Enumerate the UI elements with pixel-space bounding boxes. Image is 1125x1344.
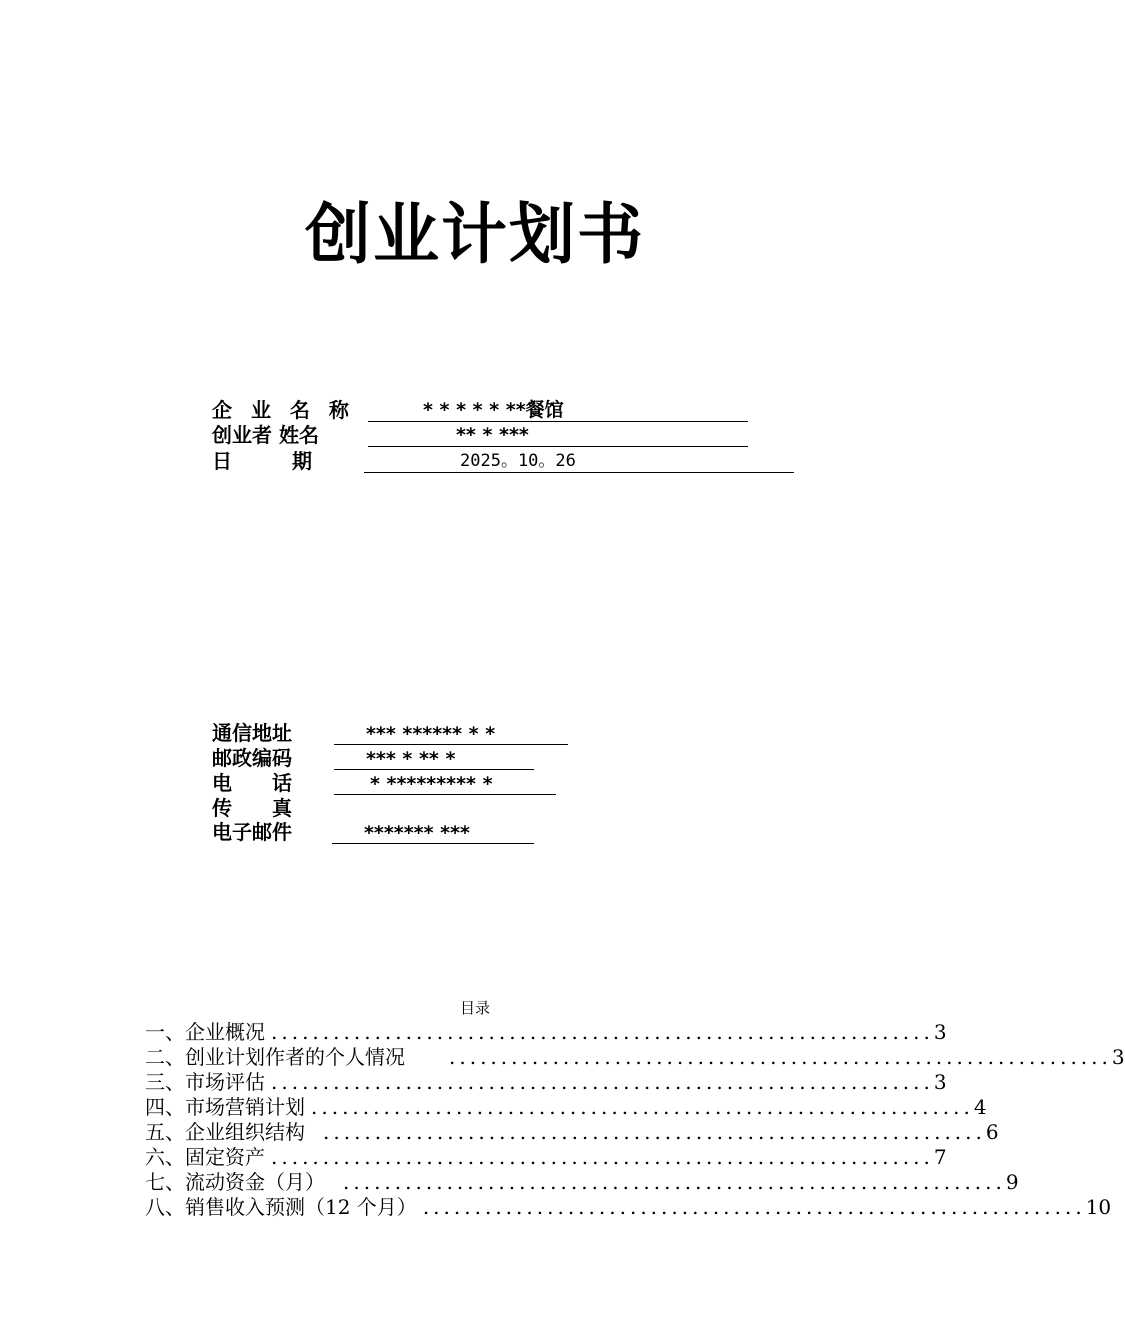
date-label: 日 期 [212, 449, 312, 473]
phone-label: 电 话 [212, 771, 292, 795]
toc-item-page: 3 [1111, 1045, 1125, 1069]
toc-item-label: 二、创业计划作者的个人情况 [145, 1045, 405, 1069]
email-row [212, 820, 612, 845]
toc-item[interactable] [145, 1095, 987, 1120]
toc-item[interactable] [145, 1120, 999, 1145]
toc-item[interactable] [145, 1020, 947, 1045]
phone-value: * ********* * [334, 771, 556, 795]
toc-leader: ................................................................ [422, 1195, 1086, 1219]
founder-name-label: 创业者 姓名 [212, 423, 319, 447]
email-value: ******* *** [332, 820, 534, 844]
date-value: 2025。10。26 [364, 449, 794, 473]
toc-item-label: 七、流动资金（月） [145, 1170, 325, 1194]
toc-item-label: 六、固定资产 [145, 1145, 265, 1169]
postcode-label: 邮政编码 [212, 746, 292, 770]
toc-leader: ................................................................ [343, 1170, 1006, 1194]
founder-name-row [212, 423, 812, 448]
toc-item[interactable] [145, 1070, 947, 1095]
postcode-row [212, 746, 612, 771]
toc-item-page: 7 [933, 1145, 947, 1169]
phone-row [212, 771, 612, 796]
toc-leader: ................................................................ [271, 1145, 934, 1169]
toc-item-page: 3 [933, 1070, 947, 1094]
toc-leader: ................................................................ [311, 1095, 974, 1119]
fax-row [212, 796, 612, 821]
toc-item-page: 6 [985, 1120, 999, 1144]
toc-item-page: 3 [933, 1020, 947, 1044]
toc-item-page: 10 [1085, 1195, 1112, 1219]
toc-item-label: 五、企业组织结构 [145, 1120, 305, 1144]
toc-item-label: 八、销售收入预测（12 个月） [145, 1195, 417, 1219]
postcode-value: *** * ** * [334, 746, 534, 770]
toc-item-label: 三、市场评估 [145, 1070, 265, 1094]
toc-leader: ................................................................ [271, 1070, 934, 1094]
toc-item[interactable] [145, 1145, 947, 1170]
address-label: 通信地址 [212, 721, 292, 745]
fax-label: 传 真 [212, 796, 292, 820]
toc-item-label: 一、企业概况 [145, 1020, 265, 1044]
company-name-label: 企 业 名 称 [212, 398, 355, 422]
founder-name-value: ** * *** [368, 423, 748, 447]
toc-leader: ................................................................ [323, 1120, 986, 1144]
company-name-value: * * * * * **餐馆 [368, 398, 748, 422]
email-label: 电子邮件 [212, 820, 292, 844]
date-row [212, 449, 812, 474]
page-title: 创业计划书 [305, 196, 645, 273]
toc-item-label: 四、市场营销计划 [145, 1095, 305, 1119]
toc-item-page: 4 [973, 1095, 987, 1119]
toc-heading: 目录 [459, 999, 490, 1017]
address-value: *** ****** * * [334, 721, 568, 745]
toc-item-page: 9 [1005, 1170, 1019, 1194]
toc-leader: ................................................................ [449, 1045, 1112, 1069]
toc-item[interactable] [145, 1045, 1125, 1070]
toc-leader: ................................................................ [271, 1020, 934, 1044]
company-name-row [212, 398, 812, 423]
toc-item[interactable] [145, 1170, 1019, 1195]
toc-item[interactable] [145, 1195, 1112, 1220]
address-row [212, 721, 612, 746]
